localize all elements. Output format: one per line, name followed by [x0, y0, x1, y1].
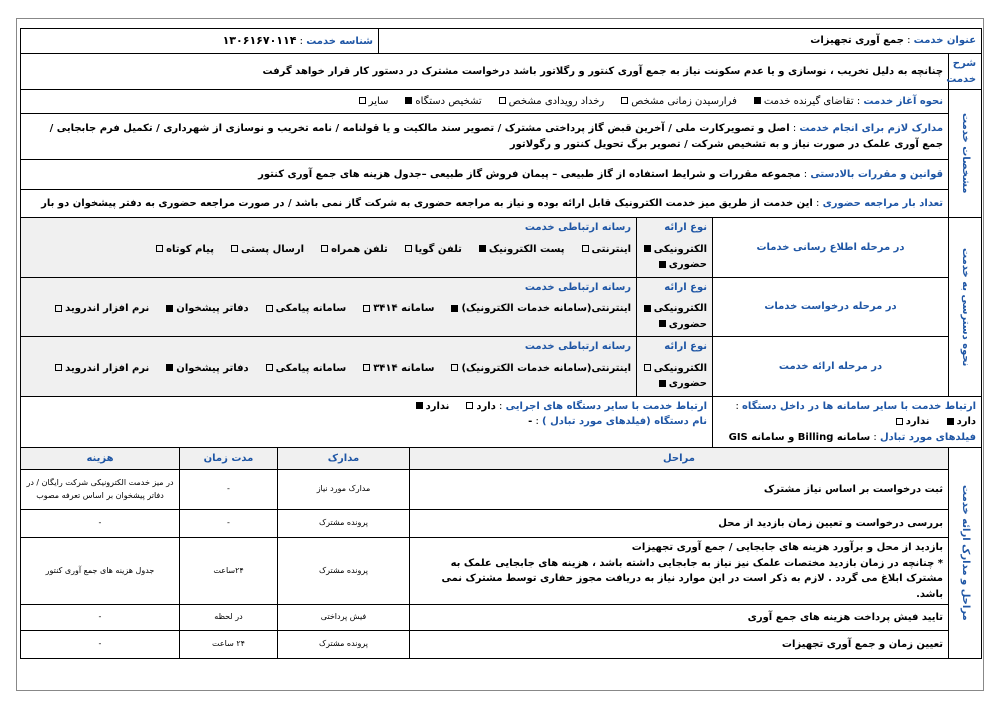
- step-text: بررسی درخواست و تعیین زمان بازدید از محل: [410, 510, 949, 538]
- channel-option-label: سامانه پیامکی: [275, 303, 347, 314]
- stage-2-types: [637, 357, 712, 396]
- service-form: [20, 28, 982, 448]
- stage-2-channels: [21, 357, 636, 381]
- links-internal-cell: ارتباط خدمت با سایر سامانه ها در داخل دستگاه : داردندارد فیلدهای مورد تبادل : سامانه Billing و سامانه GIS: [713, 396, 982, 448]
- start-option-label: سایر: [368, 95, 389, 107]
- stage-2-channel-cell: [21, 337, 637, 397]
- type-option-label: الکترونیکی: [653, 303, 708, 314]
- external-option-label: ندارد: [425, 400, 450, 412]
- checkbox-unchecked[interactable]: [363, 305, 370, 312]
- type-option[interactable]: [641, 244, 707, 255]
- type-option[interactable]: [641, 363, 707, 374]
- channel-option-label: دفاتر پیشخوان: [176, 303, 249, 314]
- step-text-cell: [410, 538, 949, 605]
- checkbox-unchecked[interactable]: [156, 245, 163, 252]
- checkbox-unchecked[interactable]: [231, 245, 238, 252]
- service-desc-label: شرح خدمت: [949, 54, 982, 90]
- service-title-label: عنوان خدمت: [913, 35, 977, 47]
- type-option-label: حضوری: [668, 259, 708, 270]
- type-option-label: الکترونیکی: [653, 243, 708, 255]
- channel-option[interactable]: [228, 244, 304, 255]
- channel-option-label: اینترنتی(سامانه خدمات الکترونیک): [461, 362, 632, 374]
- start-option[interactable]: [751, 96, 854, 107]
- channel-option[interactable]: [579, 244, 632, 255]
- visits-row: تعداد بار مراجعه حضوری : این خدمت از طریق میز خدمت الکترونیک قابل ارائه بوده و نیاز به مراجعه حضوری به شرکت گاز نمی باشد / در صورت مراجعه حضوری به دفتر پیشخوان دو بار: [21, 190, 949, 218]
- channel-option-label: نرم افزار اندروید: [65, 303, 150, 314]
- table-row: [21, 631, 982, 659]
- type-label-2: نوع ارائه: [664, 341, 708, 352]
- channel-option-label: پیام کوتاه: [166, 243, 215, 255]
- stage-name-1: در مرحله درخواست خدمات: [713, 277, 949, 337]
- start-option-label: فرارسیدن زمانی مشخص: [631, 95, 737, 107]
- step-doc: مدارک مورد نیاز: [278, 470, 410, 510]
- step-time: ۲۴ ساعت: [180, 631, 278, 659]
- checkbox-unchecked[interactable]: [266, 364, 273, 371]
- checkbox-checked[interactable]: [754, 97, 761, 104]
- type-option-label: حضوری: [668, 318, 708, 330]
- checkbox-unchecked[interactable]: [363, 364, 370, 371]
- internal-option-label: دارد: [956, 416, 977, 427]
- step-text: ثبت درخواست بر اساس نیاز مشترک: [410, 470, 949, 510]
- start-options: [342, 96, 854, 107]
- checkbox-unchecked[interactable]: [55, 364, 62, 371]
- docs-text: اصل و تصویرکارت ملی / آخرین قبض گاز پرداختی مشترک / تصویر سند مالکیت و یا قولنامه / نامه تخریب و نوسازی از شهرداری / تکمیل فرم جابجایی / جمع آوری علمک در صورت نیاز و به تشخیص شرکت / تصویر برگ تحویل کنتور و رگولاتور: [49, 123, 944, 150]
- stage-0-channels: [21, 238, 636, 262]
- checkbox-unchecked[interactable]: [896, 418, 903, 425]
- access-side-label: نحوه دسترسی به خدمت: [949, 218, 982, 397]
- checkbox-unchecked[interactable]: [582, 245, 589, 252]
- external-option[interactable]: [413, 401, 450, 412]
- checkbox-unchecked[interactable]: [499, 97, 506, 104]
- docs-row: مدارک لازم برای انجام خدمت : اصل و تصویرکارت ملی / آخرین قبض گاز پرداختی مشترک / تصویر سند مالکیت و یا قولنامه / نامه تخریب و نوسازی از شهرداری / تکمیل فرم جابجایی / جمع آوری علمک در صورت نیاز و به تشخیص شرکت / تصویر برگ تحویل کنتور و رگولاتور: [21, 114, 949, 160]
- internal-option[interactable]: [893, 416, 930, 427]
- step-text: تایید فیش پرداخت هزینه های جمع آوری: [410, 605, 949, 631]
- step-doc: پرونده مشترک: [278, 631, 410, 659]
- checkbox-checked[interactable]: [479, 245, 486, 252]
- channel-label-2: رسانه ارتباطی خدمت: [524, 341, 632, 352]
- step-doc: پرونده مشترک: [278, 538, 410, 605]
- table-row: [21, 605, 982, 631]
- checkbox-checked[interactable]: [644, 305, 651, 312]
- type-option[interactable]: [656, 259, 707, 270]
- channel-option[interactable]: [448, 303, 631, 314]
- stage-name-0: در مرحله اطلاع رسانی خدمات: [713, 218, 949, 278]
- channel-option[interactable]: [318, 244, 388, 255]
- type-option[interactable]: [641, 303, 707, 314]
- stage-2-type-cell: [637, 337, 713, 397]
- step-text: تعیین زمان و جمع آوری تجهیزات: [410, 631, 949, 659]
- checkbox-checked[interactable]: [659, 261, 666, 268]
- channel-option-label: نرم افزار اندروید: [65, 362, 150, 374]
- stage-1-types: [637, 297, 712, 336]
- step-time: -: [180, 470, 278, 510]
- start-option-label: تشخیص دستگاه: [415, 95, 482, 107]
- channel-option[interactable]: [448, 363, 631, 374]
- checkbox-unchecked[interactable]: [359, 97, 366, 104]
- channel-option[interactable]: [360, 303, 434, 314]
- channel-option[interactable]: [476, 244, 565, 255]
- laws-text: مجموعه مقررات و شرایط استفاده از گاز طبیعی – پیمان فروش گاز طبیعی –جدول هزینه های جمع آوری کنتور: [258, 168, 801, 180]
- channel-option-label: سامانه پیامکی: [275, 362, 347, 374]
- external-label: ارتباط خدمت با سایر دستگاه های اجرایی: [505, 400, 708, 412]
- start-option[interactable]: [356, 96, 389, 107]
- step-cost: -: [21, 510, 180, 538]
- checkbox-checked[interactable]: [947, 418, 954, 425]
- channel-option[interactable]: [163, 303, 248, 314]
- laws-row: قوانین و مقررات بالادستی : مجموعه مقررات و شرایط استفاده از گاز طبیعی – پیمان فروش گاز طبیعی –جدول هزینه های جمع آوری کنتور: [21, 160, 949, 190]
- table-row: [21, 470, 982, 510]
- stage-0-channel-cell: [21, 218, 637, 278]
- step-cost: جدول هزینه های جمع آوری کنتور: [21, 538, 180, 605]
- service-id: ۱۳۰۶۱۶۷۰۱۱۴: [222, 34, 297, 48]
- step-note: * چنانچه در زمان بازدید مختصات علمک نیز نیاز به جابجایی داشته باشد ، هزینه های جابجایی علمک به مشترک ابلاغ می گردد . لازم به ذکر است در این موارد نیاز به دریافت مجوز حفاری توسط مشترک نمی باشد.: [441, 557, 943, 600]
- service-id-label: شناسه خدمت: [306, 36, 373, 48]
- channel-option-label: دفاتر پیشخوان: [176, 362, 249, 374]
- stage-0-types: [637, 238, 712, 277]
- checkbox-unchecked[interactable]: [451, 364, 458, 371]
- type-label-0: نوع ارائه: [664, 222, 708, 233]
- steps-table: [20, 447, 982, 659]
- stage-1-type-cell: [637, 277, 713, 337]
- visits-label: تعداد بار مراجعه حضوری: [822, 197, 944, 209]
- device-label: نام دستگاه (فیلدهای مورد تبادل ): [542, 416, 708, 427]
- steps-side-label-2: مراحل و مدارک ارائه خدمت: [949, 448, 982, 659]
- cost-col-header: هزینه: [21, 448, 180, 470]
- checkbox-unchecked[interactable]: [621, 97, 628, 104]
- fields-text: سامانه Billing و سامانه GIS: [728, 431, 871, 443]
- specs-side-label: مشخصات خدمت: [949, 90, 982, 218]
- internal-label: ارتباط خدمت با سایر سامانه ها در داخل دستگاه: [742, 400, 977, 412]
- checkbox-checked[interactable]: [644, 245, 651, 252]
- stage-1-channel-cell: [21, 277, 637, 337]
- channel-option[interactable]: [153, 244, 214, 255]
- checkbox-checked[interactable]: [659, 380, 666, 387]
- visits-text: این خدمت از طریق میز خدمت الکترونیک قابل ارائه بوده و نیاز به مراجعه حضوری به شرکت گاز نمی باشد / در صورت مراجعه حضوری به دفتر پیشخوان دو بار: [41, 197, 813, 209]
- checkbox-checked[interactable]: [166, 364, 173, 371]
- laws-label: قوانین و مقررات بالادستی: [810, 168, 944, 180]
- table-row: [21, 510, 982, 538]
- channel-option[interactable]: [52, 363, 149, 374]
- step-text: بازدید از محل و برآورد هزینه های جابجایی / جمع آوری تجهیزات: [631, 542, 943, 553]
- table-row: [21, 538, 982, 605]
- checkbox-checked[interactable]: [659, 320, 666, 327]
- service-title-cell: عنوان خدمت : جمع آوری تجهیزات: [379, 29, 982, 54]
- channel-option[interactable]: [163, 363, 248, 374]
- channel-option[interactable]: [263, 363, 347, 374]
- checkbox-checked[interactable]: [451, 305, 458, 312]
- step-cost: -: [21, 631, 180, 659]
- checkbox-checked[interactable]: [416, 402, 423, 409]
- step-cost: در میز خدمت الکترونیکی شرکت رایگان / در دفاتر پیشخوان بر اساس تعرفه مصوب: [21, 470, 180, 510]
- step-cost: -: [21, 605, 180, 631]
- type-option-label: حضوری: [668, 378, 708, 389]
- channel-option-label: ارسال پستی: [241, 243, 305, 255]
- stage-0-type-cell: [637, 218, 713, 278]
- start-label: نحوه آغاز خدمت: [863, 95, 944, 107]
- channel-option-label: سامانه ۳۴۱۴: [373, 303, 435, 314]
- external-option[interactable]: [463, 401, 495, 412]
- channel-option[interactable]: [360, 363, 434, 374]
- stage-name-2: در مرحله ارائه خدمت: [713, 337, 949, 397]
- checkbox-unchecked[interactable]: [644, 364, 651, 371]
- links-external-cell: ارتباط خدمت با سایر دستگاه های اجرایی : داردندارد نام دستگاه (فیلدهای مورد تبادل ) : -: [21, 396, 713, 448]
- type-label-1: نوع ارائه: [664, 281, 708, 293]
- docs-col-header: مدارک: [278, 448, 410, 470]
- checkbox-unchecked[interactable]: [55, 305, 62, 312]
- docs-label: مدارک لازم برای انجام خدمت: [799, 123, 944, 134]
- channel-option[interactable]: [263, 303, 347, 314]
- service-title: جمع آوری تجهیزات: [810, 35, 904, 47]
- checkbox-checked[interactable]: [166, 305, 173, 312]
- start-option-label: تقاضای گیرنده خدمت: [763, 95, 854, 107]
- channel-option-label: اینترنتی: [591, 243, 632, 255]
- channel-option-label: تلفن گویا: [414, 243, 462, 255]
- channel-option-label: تلفن همراه: [331, 243, 388, 255]
- checkbox-unchecked[interactable]: [266, 305, 273, 312]
- step-doc: فیش پرداختی: [278, 605, 410, 631]
- channel-option-label: اینترنتی(سامانه خدمات الکترونیک): [461, 303, 632, 314]
- start-option[interactable]: [618, 96, 737, 107]
- channel-option[interactable]: [402, 244, 462, 255]
- time-col-header: مدت زمان: [180, 448, 278, 470]
- internal-options: [879, 416, 976, 427]
- fields-label: فیلدهای مورد تبادل: [879, 431, 977, 443]
- channel-option[interactable]: [52, 303, 149, 314]
- start-row: نحوه آغاز خدمت : تقاضای گیرنده خدمتفرارسیدن زمانی مشخصرخداد رویدادی مشخصتشخیص دستگاهسایر: [21, 90, 949, 114]
- step-time: -: [180, 510, 278, 538]
- step-doc: پرونده مشترک: [278, 510, 410, 538]
- stage-1-channels: [21, 297, 636, 321]
- type-option[interactable]: [656, 319, 707, 330]
- external-options: [399, 401, 496, 412]
- step-time: ۲۴ساعت: [180, 538, 278, 605]
- steps-col-header: مراحل: [410, 448, 949, 470]
- internal-option-label: ندارد: [905, 416, 930, 427]
- start-option-label: رخداد رویدادی مشخص: [508, 95, 605, 107]
- checkbox-unchecked[interactable]: [405, 245, 412, 252]
- checkbox-unchecked[interactable]: [466, 402, 473, 409]
- type-option[interactable]: [656, 378, 707, 389]
- checkbox-unchecked[interactable]: [321, 245, 328, 252]
- channel-label-1: رسانه ارتباطی خدمت: [524, 281, 632, 293]
- device-value: -: [528, 416, 533, 427]
- channel-label-0: رسانه ارتباطی خدمت: [524, 222, 632, 233]
- checkbox-checked[interactable]: [405, 97, 412, 104]
- service-id-cell: شناسه خدمت : ۱۳۰۶۱۶۷۰۱۱۴: [21, 29, 379, 54]
- type-option-label: الکترونیکی: [653, 362, 708, 374]
- external-option-label: دارد: [476, 400, 496, 412]
- channel-option-label: پست الکترونیک: [488, 243, 565, 255]
- channel-option-label: سامانه ۳۴۱۴: [373, 362, 435, 374]
- internal-option[interactable]: [944, 416, 976, 427]
- start-option[interactable]: [402, 96, 481, 107]
- start-option[interactable]: [496, 96, 605, 107]
- step-time: در لحظه: [180, 605, 278, 631]
- service-desc: چنانچه به دلیل تخریب ، نوسازی و یا عدم سکونت نیاز به جمع آوری کنتور و رگلاتور باشد درخواست مشترک در دستور کار قرار خواهد گرفت: [21, 54, 949, 90]
